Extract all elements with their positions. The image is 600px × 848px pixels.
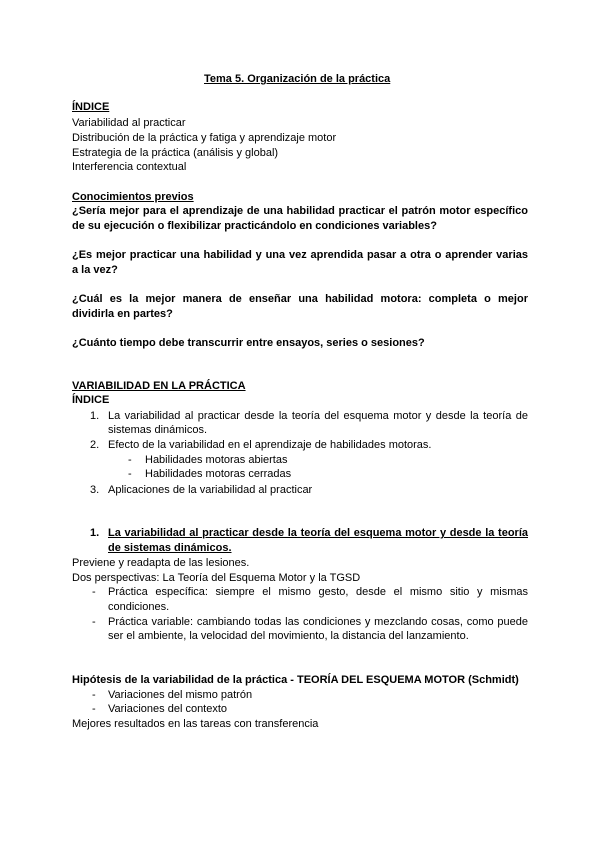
list-number: 3. [90, 484, 100, 496]
subsection-heading-cont: de sistemas dinámicos. [108, 542, 232, 554]
bullet-item: Variaciones del contexto [108, 703, 228, 715]
question-2: ¿Es mejor practicar una habilidad y una vez aprendida pasar a otra o aprender varias [72, 249, 528, 261]
page-title: Tema 5. Organización de la práctica [204, 73, 391, 85]
list-item-cont: sistemas dinámicos. [108, 424, 208, 436]
bullet-item: Práctica variable: cambiando todas las condiciones y mezclando cosas, como puede [108, 616, 528, 628]
hypothesis-heading: Hipótesis de la variabilidad de la práctica - TEORÍA DEL ESQUEMA MOTOR (Schmidt) [72, 674, 519, 686]
list-item: La variabilidad al practicar desde la teoría del esquema motor y desde la teoría de [108, 410, 528, 422]
bullet-item: Variaciones del mismo patrón [108, 689, 253, 701]
prior-knowledge-heading: Conocimientos previos [72, 191, 194, 203]
index-heading: ÍNDICE [72, 101, 110, 113]
paragraph: Previene y readapta de las lesiones. [72, 557, 250, 569]
question-1-cont: de su ejecución o flexibilizar practicándolo en condiciones variables? [72, 220, 437, 232]
subsection-number: 1. [90, 527, 100, 539]
sub-bullet: - [128, 468, 132, 480]
bullet-item: Práctica específica: siempre el mismo gesto, desde el mismo sitio y mismas [108, 586, 528, 598]
list-number: 1. [90, 410, 100, 422]
question-1: ¿Sería mejor para el aprendizaje de una habilidad practicar el patrón motor específico [72, 205, 528, 217]
question-2-cont: a la vez? [72, 264, 118, 276]
index-item: Estrategia de la práctica (análisis y global) [72, 147, 279, 159]
bullet-item-cont: ser el ambiente, la velocidad del movimiento, la distancia del lanzamiento. [108, 630, 469, 642]
bullet: - [92, 616, 96, 628]
index-item: Interferencia contextual [72, 161, 187, 173]
section-index-heading: ÍNDICE [72, 394, 110, 406]
paragraph: Mejores resultados en las tareas con transferencia [72, 718, 319, 730]
bullet-item-cont: condiciones. [108, 601, 170, 613]
list-item: Aplicaciones de la variabilidad al practicar [108, 484, 313, 496]
index-item: Variabilidad al practicar [72, 117, 186, 129]
sub-list-item: Habilidades motoras cerradas [145, 468, 292, 480]
question-3-cont: dividirla en partes? [72, 308, 173, 320]
section-heading: VARIABILIDAD EN LA PRÁCTICA [72, 380, 246, 392]
bullet: - [92, 703, 96, 715]
sub-list-item: Habilidades motoras abiertas [145, 454, 288, 466]
index-item: Distribución de la práctica y fatiga y aprendizaje motor [72, 132, 337, 144]
sub-bullet: - [128, 454, 132, 466]
paragraph: Dos perspectivas: La Teoría del Esquema Motor y la TGSD [72, 572, 361, 584]
list-number: 2. [90, 439, 100, 451]
subsection-heading: La variabilidad al practicar desde la teoría del esquema motor y desde la teoría [108, 527, 528, 539]
question-3: ¿Cuál es la mejor manera de enseñar una habilidad motora: completa o mejor [72, 293, 528, 305]
bullet: - [92, 586, 96, 598]
question-4: ¿Cuánto tiempo debe transcurrir entre ensayos, series o sesiones? [72, 337, 425, 349]
bullet: - [92, 689, 96, 701]
list-item: Efecto de la variabilidad en el aprendizaje de habilidades motoras. [108, 439, 432, 451]
